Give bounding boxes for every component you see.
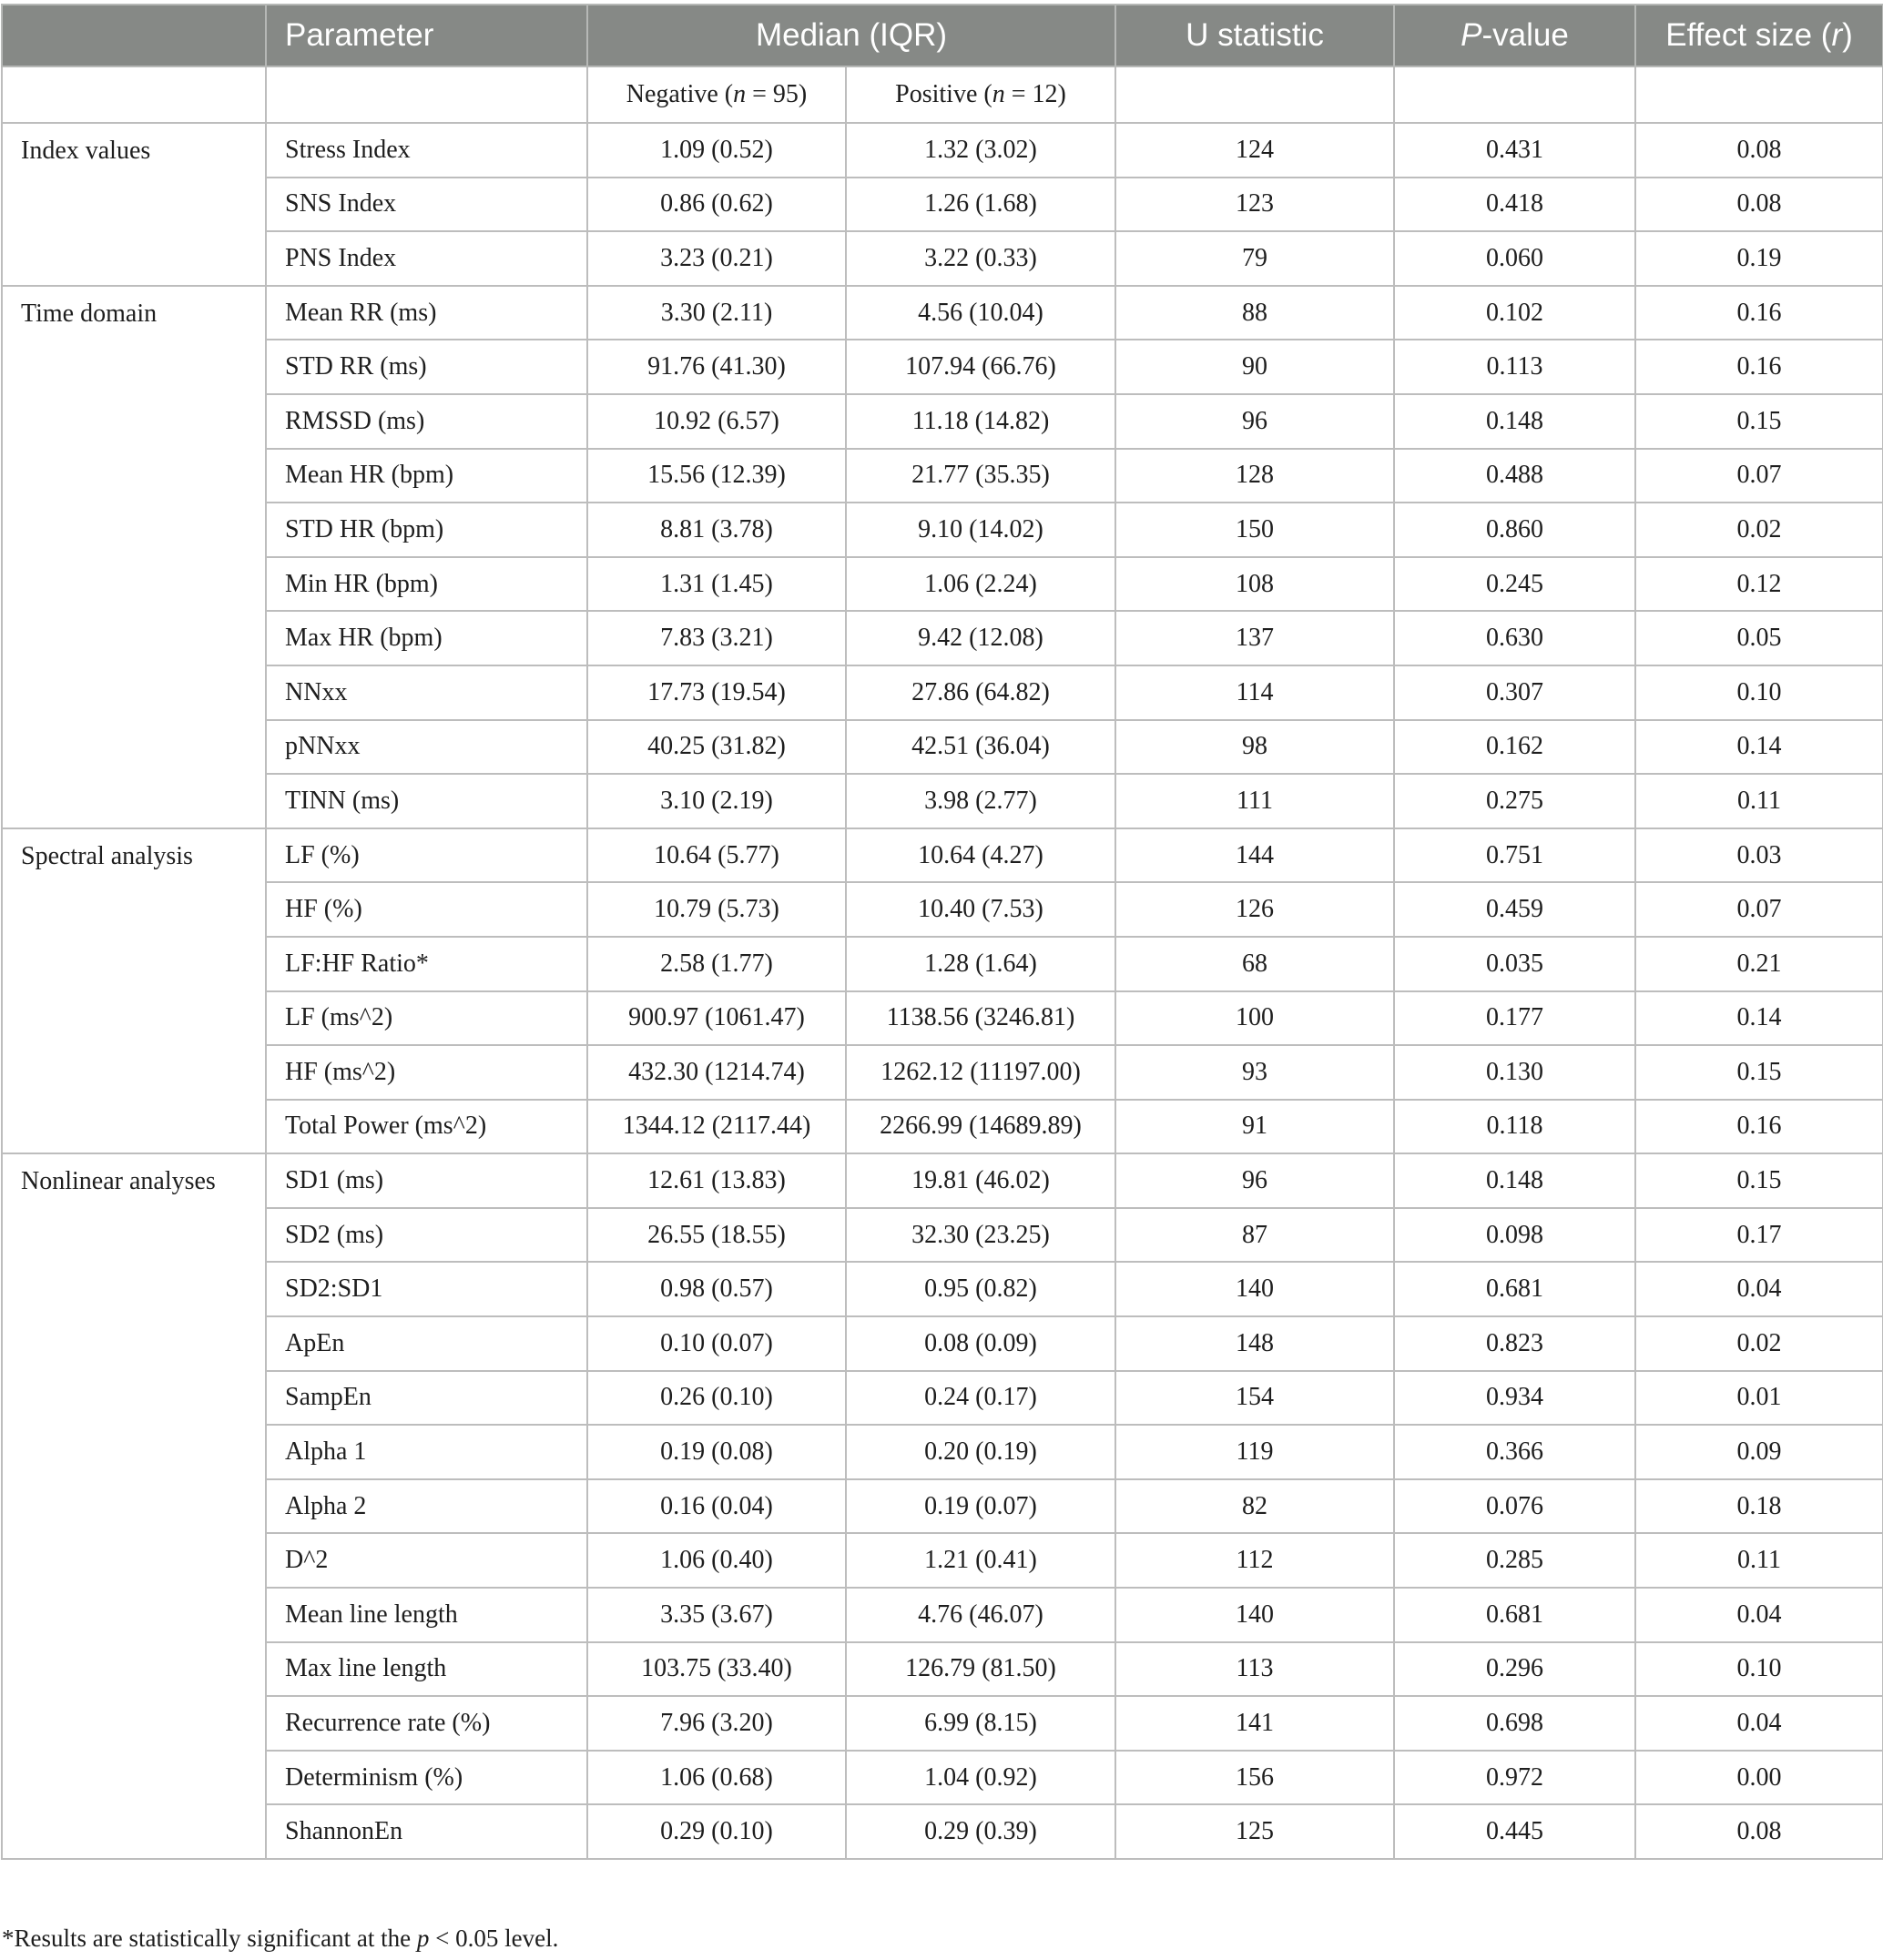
effect-size-cell: 0.09	[1635, 1425, 1883, 1479]
table-row	[2, 1316, 1883, 1371]
table-row	[2, 1533, 1883, 1588]
positive-median-cell: 9.42 (12.08)	[846, 611, 1115, 665]
negative-median-cell: 7.83 (3.21)	[587, 611, 846, 665]
p-value-cell: 0.035	[1394, 937, 1635, 991]
subheader-negative-suffix: = 95)	[746, 80, 808, 108]
p-value-cell: 0.148	[1394, 1153, 1635, 1208]
positive-median-cell: 126.79 (81.50)	[846, 1642, 1115, 1697]
header-median-iqr: Median (IQR)	[587, 5, 1115, 66]
effect-size-cell: 0.11	[1635, 774, 1883, 828]
p-value-cell: 0.296	[1394, 1642, 1635, 1697]
u-statistic-cell: 148	[1115, 1316, 1394, 1371]
u-statistic-cell: 113	[1115, 1642, 1394, 1697]
header-p-value	[1394, 5, 1635, 66]
table-row	[2, 1208, 1883, 1263]
parameter-cell: PNS Index	[266, 231, 587, 286]
p-value-cell: 0.113	[1394, 340, 1635, 394]
header-p-italic: P	[1461, 17, 1482, 53]
p-value-cell: 0.681	[1394, 1588, 1635, 1642]
effect-size-cell: 0.00	[1635, 1751, 1883, 1805]
negative-median-cell: 8.81 (3.78)	[587, 503, 846, 557]
positive-median-cell: 3.22 (0.33)	[846, 231, 1115, 286]
parameter-cell: D^2	[266, 1533, 587, 1588]
subheader-empty-group	[2, 66, 266, 123]
parameter-cell: SNS Index	[266, 178, 587, 232]
parameter-cell: pNNxx	[266, 720, 587, 775]
table-row	[2, 340, 1883, 394]
table-row	[2, 1588, 1883, 1642]
effect-size-cell: 0.05	[1635, 611, 1883, 665]
header-u-statistic: U statistic	[1115, 5, 1394, 66]
subheader-row	[2, 66, 1883, 123]
group-label: Nonlinear analyses	[2, 1153, 266, 1859]
p-value-cell: 0.459	[1394, 882, 1635, 937]
positive-median-cell: 0.19 (0.07)	[846, 1479, 1115, 1534]
positive-median-cell: 19.81 (46.02)	[846, 1153, 1115, 1208]
subheader-empty-u	[1115, 66, 1394, 123]
u-statistic-cell: 93	[1115, 1045, 1394, 1100]
table-row	[2, 449, 1883, 503]
negative-median-cell: 15.56 (12.39)	[587, 449, 846, 503]
negative-median-cell: 0.16 (0.04)	[587, 1479, 846, 1534]
u-statistic-cell: 100	[1115, 991, 1394, 1046]
p-value-cell: 0.751	[1394, 828, 1635, 883]
positive-median-cell: 11.18 (14.82)	[846, 394, 1115, 449]
p-value-cell: 0.102	[1394, 286, 1635, 340]
positive-median-cell: 1.32 (3.02)	[846, 123, 1115, 178]
negative-median-cell: 103.75 (33.40)	[587, 1642, 846, 1697]
parameter-cell: Mean RR (ms)	[266, 286, 587, 340]
table-row	[2, 774, 1883, 828]
parameter-cell: Max line length	[266, 1642, 587, 1697]
header-parameter: Parameter	[266, 5, 587, 66]
p-value-cell: 0.366	[1394, 1425, 1635, 1479]
effect-size-cell: 0.18	[1635, 1479, 1883, 1534]
p-value-cell: 0.130	[1394, 1045, 1635, 1100]
table-row	[2, 828, 1883, 883]
p-value-cell: 0.307	[1394, 665, 1635, 720]
negative-median-cell: 10.64 (5.77)	[587, 828, 846, 883]
positive-median-cell: 107.94 (66.76)	[846, 340, 1115, 394]
u-statistic-cell: 154	[1115, 1371, 1394, 1426]
positive-median-cell: 42.51 (36.04)	[846, 720, 1115, 775]
effect-size-cell: 0.02	[1635, 1316, 1883, 1371]
p-value-cell: 0.431	[1394, 123, 1635, 178]
effect-size-cell: 0.11	[1635, 1533, 1883, 1588]
parameter-cell: Alpha 2	[266, 1479, 587, 1534]
table-row	[2, 1153, 1883, 1208]
negative-median-cell: 900.97 (1061.47)	[587, 991, 846, 1046]
table-row	[2, 1479, 1883, 1534]
p-value-cell: 0.445	[1394, 1804, 1635, 1859]
p-value-cell: 0.245	[1394, 557, 1635, 612]
positive-median-cell: 32.30 (23.25)	[846, 1208, 1115, 1263]
positive-median-cell: 0.29 (0.39)	[846, 1804, 1115, 1859]
effect-size-cell: 0.14	[1635, 991, 1883, 1046]
negative-median-cell: 1344.12 (2117.44)	[587, 1100, 846, 1154]
positive-median-cell: 3.98 (2.77)	[846, 774, 1115, 828]
u-statistic-cell: 123	[1115, 178, 1394, 232]
parameter-cell: STD HR (bpm)	[266, 503, 587, 557]
parameter-cell: Min HR (bpm)	[266, 557, 587, 612]
group-label: Time domain	[2, 286, 266, 828]
header-effect-suffix: )	[1842, 17, 1853, 53]
table-row	[2, 231, 1883, 286]
footnote-italic: p	[416, 1924, 430, 1952]
table-row	[2, 991, 1883, 1046]
table-row	[2, 286, 1883, 340]
effect-size-cell: 0.15	[1635, 394, 1883, 449]
u-statistic-cell: 90	[1115, 340, 1394, 394]
table-row	[2, 503, 1883, 557]
negative-median-cell: 0.26 (0.10)	[587, 1371, 846, 1426]
effect-size-cell: 0.07	[1635, 449, 1883, 503]
negative-median-cell: 1.06 (0.68)	[587, 1751, 846, 1805]
effect-size-cell: 0.08	[1635, 123, 1883, 178]
negative-median-cell: 1.06 (0.40)	[587, 1533, 846, 1588]
positive-median-cell: 4.56 (10.04)	[846, 286, 1115, 340]
u-statistic-cell: 126	[1115, 882, 1394, 937]
effect-size-cell: 0.16	[1635, 1100, 1883, 1154]
p-value-cell: 0.630	[1394, 611, 1635, 665]
table-row	[2, 665, 1883, 720]
parameter-cell: Mean line length	[266, 1588, 587, 1642]
p-value-cell: 0.698	[1394, 1696, 1635, 1751]
u-statistic-cell: 108	[1115, 557, 1394, 612]
table-row	[2, 1045, 1883, 1100]
parameter-cell: Alpha 1	[266, 1425, 587, 1479]
table-row	[2, 1371, 1883, 1426]
positive-median-cell: 1.28 (1.64)	[846, 937, 1115, 991]
negative-median-cell: 2.58 (1.77)	[587, 937, 846, 991]
table-body	[2, 123, 1883, 1859]
u-statistic-cell: 68	[1115, 937, 1394, 991]
positive-median-cell: 1.04 (0.92)	[846, 1751, 1115, 1805]
u-statistic-cell: 96	[1115, 1153, 1394, 1208]
u-statistic-cell: 125	[1115, 1804, 1394, 1859]
positive-median-cell: 0.95 (0.82)	[846, 1262, 1115, 1316]
effect-size-cell: 0.03	[1635, 828, 1883, 883]
u-statistic-cell: 140	[1115, 1262, 1394, 1316]
table-row	[2, 1751, 1883, 1805]
negative-median-cell: 7.96 (3.20)	[587, 1696, 846, 1751]
subheader-empty-r	[1635, 66, 1883, 123]
effect-size-cell: 0.14	[1635, 720, 1883, 775]
negative-median-cell: 91.76 (41.30)	[587, 340, 846, 394]
p-value-cell: 0.118	[1394, 1100, 1635, 1154]
negative-median-cell: 3.35 (3.67)	[587, 1588, 846, 1642]
positive-median-cell: 1.21 (0.41)	[846, 1533, 1115, 1588]
negative-median-cell: 10.92 (6.57)	[587, 394, 846, 449]
negative-median-cell: 3.10 (2.19)	[587, 774, 846, 828]
u-statistic-cell: 82	[1115, 1479, 1394, 1534]
parameter-cell: Stress Index	[266, 123, 587, 178]
effect-size-cell: 0.15	[1635, 1153, 1883, 1208]
effect-size-cell: 0.04	[1635, 1588, 1883, 1642]
effect-size-cell: 0.10	[1635, 1642, 1883, 1697]
effect-size-cell: 0.08	[1635, 178, 1883, 232]
effect-size-cell: 0.16	[1635, 340, 1883, 394]
parameter-cell: Max HR (bpm)	[266, 611, 587, 665]
effect-size-cell: 0.17	[1635, 1208, 1883, 1263]
footnote-prefix: *Results are statistically significant at the	[2, 1924, 417, 1952]
negative-median-cell: 10.79 (5.73)	[587, 882, 846, 937]
positive-median-cell: 9.10 (14.02)	[846, 503, 1115, 557]
subheader-empty-p	[1394, 66, 1635, 123]
effect-size-cell: 0.07	[1635, 882, 1883, 937]
negative-median-cell: 0.86 (0.62)	[587, 178, 846, 232]
u-statistic-cell: 156	[1115, 1751, 1394, 1805]
negative-median-cell: 1.31 (1.45)	[587, 557, 846, 612]
parameter-cell: SampEn	[266, 1371, 587, 1426]
header-row	[2, 5, 1883, 66]
table-row	[2, 123, 1883, 178]
header-effect-prefix: Effect size (	[1665, 17, 1832, 53]
u-statistic-cell: 88	[1115, 286, 1394, 340]
effect-size-cell: 0.01	[1635, 1371, 1883, 1426]
p-value-cell: 0.681	[1394, 1262, 1635, 1316]
p-value-cell: 0.418	[1394, 178, 1635, 232]
parameter-cell: SD1 (ms)	[266, 1153, 587, 1208]
parameter-cell: STD RR (ms)	[266, 340, 587, 394]
p-value-cell: 0.972	[1394, 1751, 1635, 1805]
negative-median-cell: 26.55 (18.55)	[587, 1208, 846, 1263]
table-row	[2, 178, 1883, 232]
positive-median-cell: 27.86 (64.82)	[846, 665, 1115, 720]
parameter-cell: SD2 (ms)	[266, 1208, 587, 1263]
u-statistic-cell: 112	[1115, 1533, 1394, 1588]
effect-size-cell: 0.10	[1635, 665, 1883, 720]
effect-size-cell: 0.16	[1635, 286, 1883, 340]
negative-median-cell: 12.61 (13.83)	[587, 1153, 846, 1208]
parameter-cell: LF:HF Ratio*	[266, 937, 587, 991]
effect-size-cell: 0.04	[1635, 1696, 1883, 1751]
u-statistic-cell: 87	[1115, 1208, 1394, 1263]
positive-median-cell: 1.26 (1.68)	[846, 178, 1115, 232]
u-statistic-cell: 111	[1115, 774, 1394, 828]
positive-median-cell: 6.99 (8.15)	[846, 1696, 1115, 1751]
header-effect-size	[1635, 5, 1883, 66]
negative-median-cell: 17.73 (19.54)	[587, 665, 846, 720]
footnote-suffix: < 0.05 level.	[429, 1924, 559, 1952]
table-row	[2, 1696, 1883, 1751]
u-statistic-cell: 141	[1115, 1696, 1394, 1751]
subheader-empty-parameter	[266, 66, 587, 123]
group-label: Index values	[2, 123, 266, 286]
positive-median-cell: 10.40 (7.53)	[846, 882, 1115, 937]
parameter-cell: HF (%)	[266, 882, 587, 937]
u-statistic-cell: 140	[1115, 1588, 1394, 1642]
negative-median-cell: 0.29 (0.10)	[587, 1804, 846, 1859]
positive-median-cell: 1.06 (2.24)	[846, 557, 1115, 612]
subheader-positive	[846, 66, 1115, 123]
table-row	[2, 1804, 1883, 1859]
parameter-cell: HF (ms^2)	[266, 1045, 587, 1100]
header-effect-italic: r	[1831, 17, 1843, 53]
table-row	[2, 1100, 1883, 1154]
parameter-cell: LF (%)	[266, 828, 587, 883]
table-row	[2, 611, 1883, 665]
subheader-positive-prefix: Positive (	[895, 80, 992, 108]
effect-size-cell: 0.08	[1635, 1804, 1883, 1859]
table-row	[2, 1425, 1883, 1479]
parameter-cell: LF (ms^2)	[266, 991, 587, 1046]
effect-size-cell: 0.04	[1635, 1262, 1883, 1316]
results-table	[1, 4, 1883, 1860]
effect-size-cell: 0.19	[1635, 231, 1883, 286]
p-value-cell: 0.162	[1394, 720, 1635, 775]
positive-median-cell: 1138.56 (3246.81)	[846, 991, 1115, 1046]
parameter-cell: Total Power (ms^2)	[266, 1100, 587, 1154]
positive-median-cell: 0.20 (0.19)	[846, 1425, 1115, 1479]
positive-median-cell: 4.76 (46.07)	[846, 1588, 1115, 1642]
p-value-cell: 0.285	[1394, 1533, 1635, 1588]
group-label: Spectral analysis	[2, 828, 266, 1154]
parameter-cell: Determinism (%)	[266, 1751, 587, 1805]
subheader-negative-prefix: Negative (	[626, 80, 734, 108]
negative-median-cell: 0.19 (0.08)	[587, 1425, 846, 1479]
u-statistic-cell: 150	[1115, 503, 1394, 557]
subheader-positive-suffix: = 12)	[1004, 80, 1066, 108]
u-statistic-cell: 119	[1115, 1425, 1394, 1479]
parameter-cell: NNxx	[266, 665, 587, 720]
u-statistic-cell: 137	[1115, 611, 1394, 665]
effect-size-cell: 0.12	[1635, 557, 1883, 612]
parameter-cell: RMSSD (ms)	[266, 394, 587, 449]
parameter-cell: Mean HR (bpm)	[266, 449, 587, 503]
table-row	[2, 720, 1883, 775]
p-value-cell: 0.934	[1394, 1371, 1635, 1426]
p-value-cell: 0.060	[1394, 231, 1635, 286]
table-row	[2, 1262, 1883, 1316]
negative-median-cell: 3.23 (0.21)	[587, 231, 846, 286]
effect-size-cell: 0.15	[1635, 1045, 1883, 1100]
u-statistic-cell: 144	[1115, 828, 1394, 883]
u-statistic-cell: 114	[1115, 665, 1394, 720]
positive-median-cell: 0.08 (0.09)	[846, 1316, 1115, 1371]
table-row	[2, 882, 1883, 937]
parameter-cell: SD2:SD1	[266, 1262, 587, 1316]
positive-median-cell: 1262.12 (11197.00)	[846, 1045, 1115, 1100]
positive-median-cell: 10.64 (4.27)	[846, 828, 1115, 883]
table-row	[2, 1642, 1883, 1697]
subheader-negative-n: n	[733, 80, 747, 108]
negative-median-cell: 40.25 (31.82)	[587, 720, 846, 775]
negative-median-cell: 1.09 (0.52)	[587, 123, 846, 178]
effect-size-cell: 0.02	[1635, 503, 1883, 557]
subheader-negative	[587, 66, 846, 123]
positive-median-cell: 0.24 (0.17)	[846, 1371, 1115, 1426]
u-statistic-cell: 96	[1115, 394, 1394, 449]
parameter-cell: ShannonEn	[266, 1804, 587, 1859]
p-value-cell: 0.823	[1394, 1316, 1635, 1371]
p-value-cell: 0.098	[1394, 1208, 1635, 1263]
table-row	[2, 394, 1883, 449]
u-statistic-cell: 124	[1115, 123, 1394, 178]
footnote	[2, 1924, 558, 1953]
u-statistic-cell: 79	[1115, 231, 1394, 286]
p-value-cell: 0.076	[1394, 1479, 1635, 1534]
positive-median-cell: 2266.99 (14689.89)	[846, 1100, 1115, 1154]
p-value-cell: 0.275	[1394, 774, 1635, 828]
negative-median-cell: 0.10 (0.07)	[587, 1316, 846, 1371]
u-statistic-cell: 128	[1115, 449, 1394, 503]
u-statistic-cell: 98	[1115, 720, 1394, 775]
subheader-positive-n: n	[992, 80, 1005, 108]
p-value-cell: 0.148	[1394, 394, 1635, 449]
negative-median-cell: 0.98 (0.57)	[587, 1262, 846, 1316]
header-group	[2, 5, 266, 66]
header-p-rest: -value	[1481, 17, 1569, 53]
negative-median-cell: 432.30 (1214.74)	[587, 1045, 846, 1100]
p-value-cell: 0.488	[1394, 449, 1635, 503]
table-row	[2, 557, 1883, 612]
positive-median-cell: 21.77 (35.35)	[846, 449, 1115, 503]
negative-median-cell: 3.30 (2.11)	[587, 286, 846, 340]
p-value-cell: 0.177	[1394, 991, 1635, 1046]
u-statistic-cell: 91	[1115, 1100, 1394, 1154]
p-value-cell: 0.860	[1394, 503, 1635, 557]
parameter-cell: ApEn	[266, 1316, 587, 1371]
parameter-cell: TINN (ms)	[266, 774, 587, 828]
parameter-cell: Recurrence rate (%)	[266, 1696, 587, 1751]
table-row	[2, 937, 1883, 991]
effect-size-cell: 0.21	[1635, 937, 1883, 991]
